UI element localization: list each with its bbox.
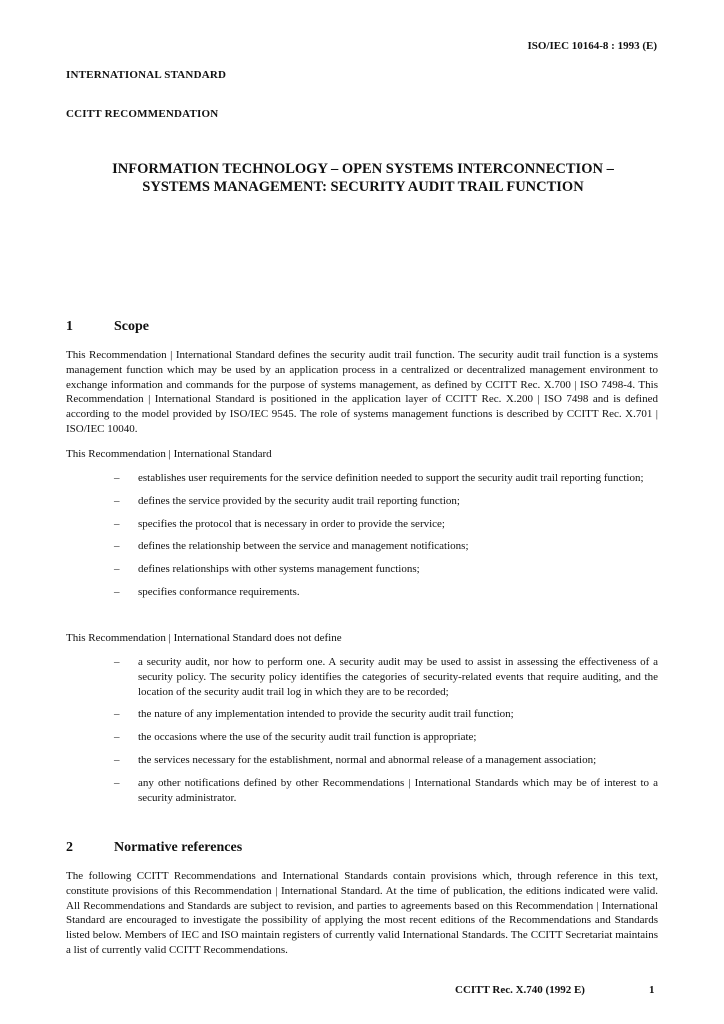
list-item: – specifies conformance requirements. xyxy=(114,585,300,598)
dash-bullet: – xyxy=(114,563,120,576)
scope-intro-paragraph: This Recommendation | International Standard defines the security audit trail function. The security audit trail function is a systems management function which may be used by an application process in a centralized or decentralized management environment to exchange information and commands for the purpose of systems management, as defined by CCITT Rec. X.700 | ISO 7498-4. This Recommendation | International Standard is positioned in the application layer of CCITT Rec. X.200 | ISO 7498 and is defined according to the model provided by ISO/IEC 9545. The role of systems management functions is described by CCITT Rec. X.701 | ISO/IEC 10040. xyxy=(66,349,658,435)
section-1-title: Scope xyxy=(114,319,149,334)
title-line-2: SYSTEMS MANAGEMENT: SECURITY AUDIT TRAIL FUNCTION xyxy=(142,179,584,195)
section-2-title: Normative references xyxy=(114,840,243,855)
list-item: – a security audit, nor how to perform one. A security audit may be used to assist in assessing the effectiveness of a security policy. The security policy identifies the categories of security-related events that require auditing, and the location of the security audit trail log in which they are to be recorded; xyxy=(114,656,658,698)
standard-type-label: INTERNATIONAL STANDARD xyxy=(66,69,227,81)
page-number: 1 xyxy=(649,984,655,996)
list-item: – the services necessary for the establishment, normal and abnormal release of a management association; xyxy=(114,753,597,766)
section-1-number: 1 xyxy=(66,319,73,334)
document-reference: ISO/IEC 10164-8 : 1993 (E) xyxy=(527,40,657,52)
list-item: – any other notifications defined by other Recommendations | International Standards which may be of interest to a security administrator. xyxy=(114,776,658,804)
dash-bullet: – xyxy=(114,753,120,766)
list-item: – defines relationships with other systems management functions; xyxy=(114,563,420,576)
list-item: – specifies the protocol that is necessary in order to provide the service; xyxy=(114,517,445,530)
defines-list xyxy=(114,471,658,608)
dash-bullet: – xyxy=(114,776,120,789)
dash-bullet: – xyxy=(114,731,120,744)
list-item: – the nature of any implementation intended to provide the security audit trail function; xyxy=(114,708,514,721)
title-line-1: INFORMATION TECHNOLOGY – OPEN SYSTEMS INTERCONNECTION – xyxy=(112,161,614,177)
not-define-lead-text: This Recommendation | International Standard does not define xyxy=(66,632,342,644)
recommendation-label: CCITT RECOMMENDATION xyxy=(66,108,219,120)
dash-bullet: – xyxy=(114,656,120,668)
section-2-number: 2 xyxy=(66,840,73,855)
dash-bullet: – xyxy=(114,517,120,530)
section-1-heading xyxy=(66,319,149,335)
list-item: – defines the service provided by the security audit trail reporting function; xyxy=(114,494,460,507)
list-item: – defines the relationship between the service and management notifications; xyxy=(114,540,469,553)
list-item: – the occasions where the use of the security audit trail function is appropriate; xyxy=(114,731,477,744)
document-title xyxy=(66,160,660,196)
dash-bullet: – xyxy=(114,472,120,484)
not-define-list xyxy=(114,655,658,813)
dash-bullet: – xyxy=(114,708,120,721)
dash-bullet: – xyxy=(114,494,120,507)
dash-bullet: – xyxy=(114,585,120,598)
dash-bullet: – xyxy=(114,540,120,553)
footer-recommendation-reference: CCITT Rec. X.740 (1992 E) xyxy=(455,984,585,996)
normative-references-paragraph: The following CCITT Recommendations and International Standards contain provisions which, through reference in this text, constitute provisions of this Recommendation | International Standard. At the time of publication, the editions indicated were valid. All Recommendations and Standards are subject to revision, and parties to agreements based on this Recommendation | International Standard are encouraged to investigate the possibility of applying the most recent editions of the Recommendations and Standards listed below. Members of IEC and ISO maintain registers of currently valid International Standards. The CCITT Secretariat maintains a list of currently valid CCITT Recommendations. xyxy=(66,870,658,956)
list-item: – establishes user requirements for the service definition needed to support the security audit trail reporting function; xyxy=(114,472,644,484)
section-2-heading xyxy=(66,840,242,856)
defines-lead-text: This Recommendation | International Standard xyxy=(66,448,272,460)
